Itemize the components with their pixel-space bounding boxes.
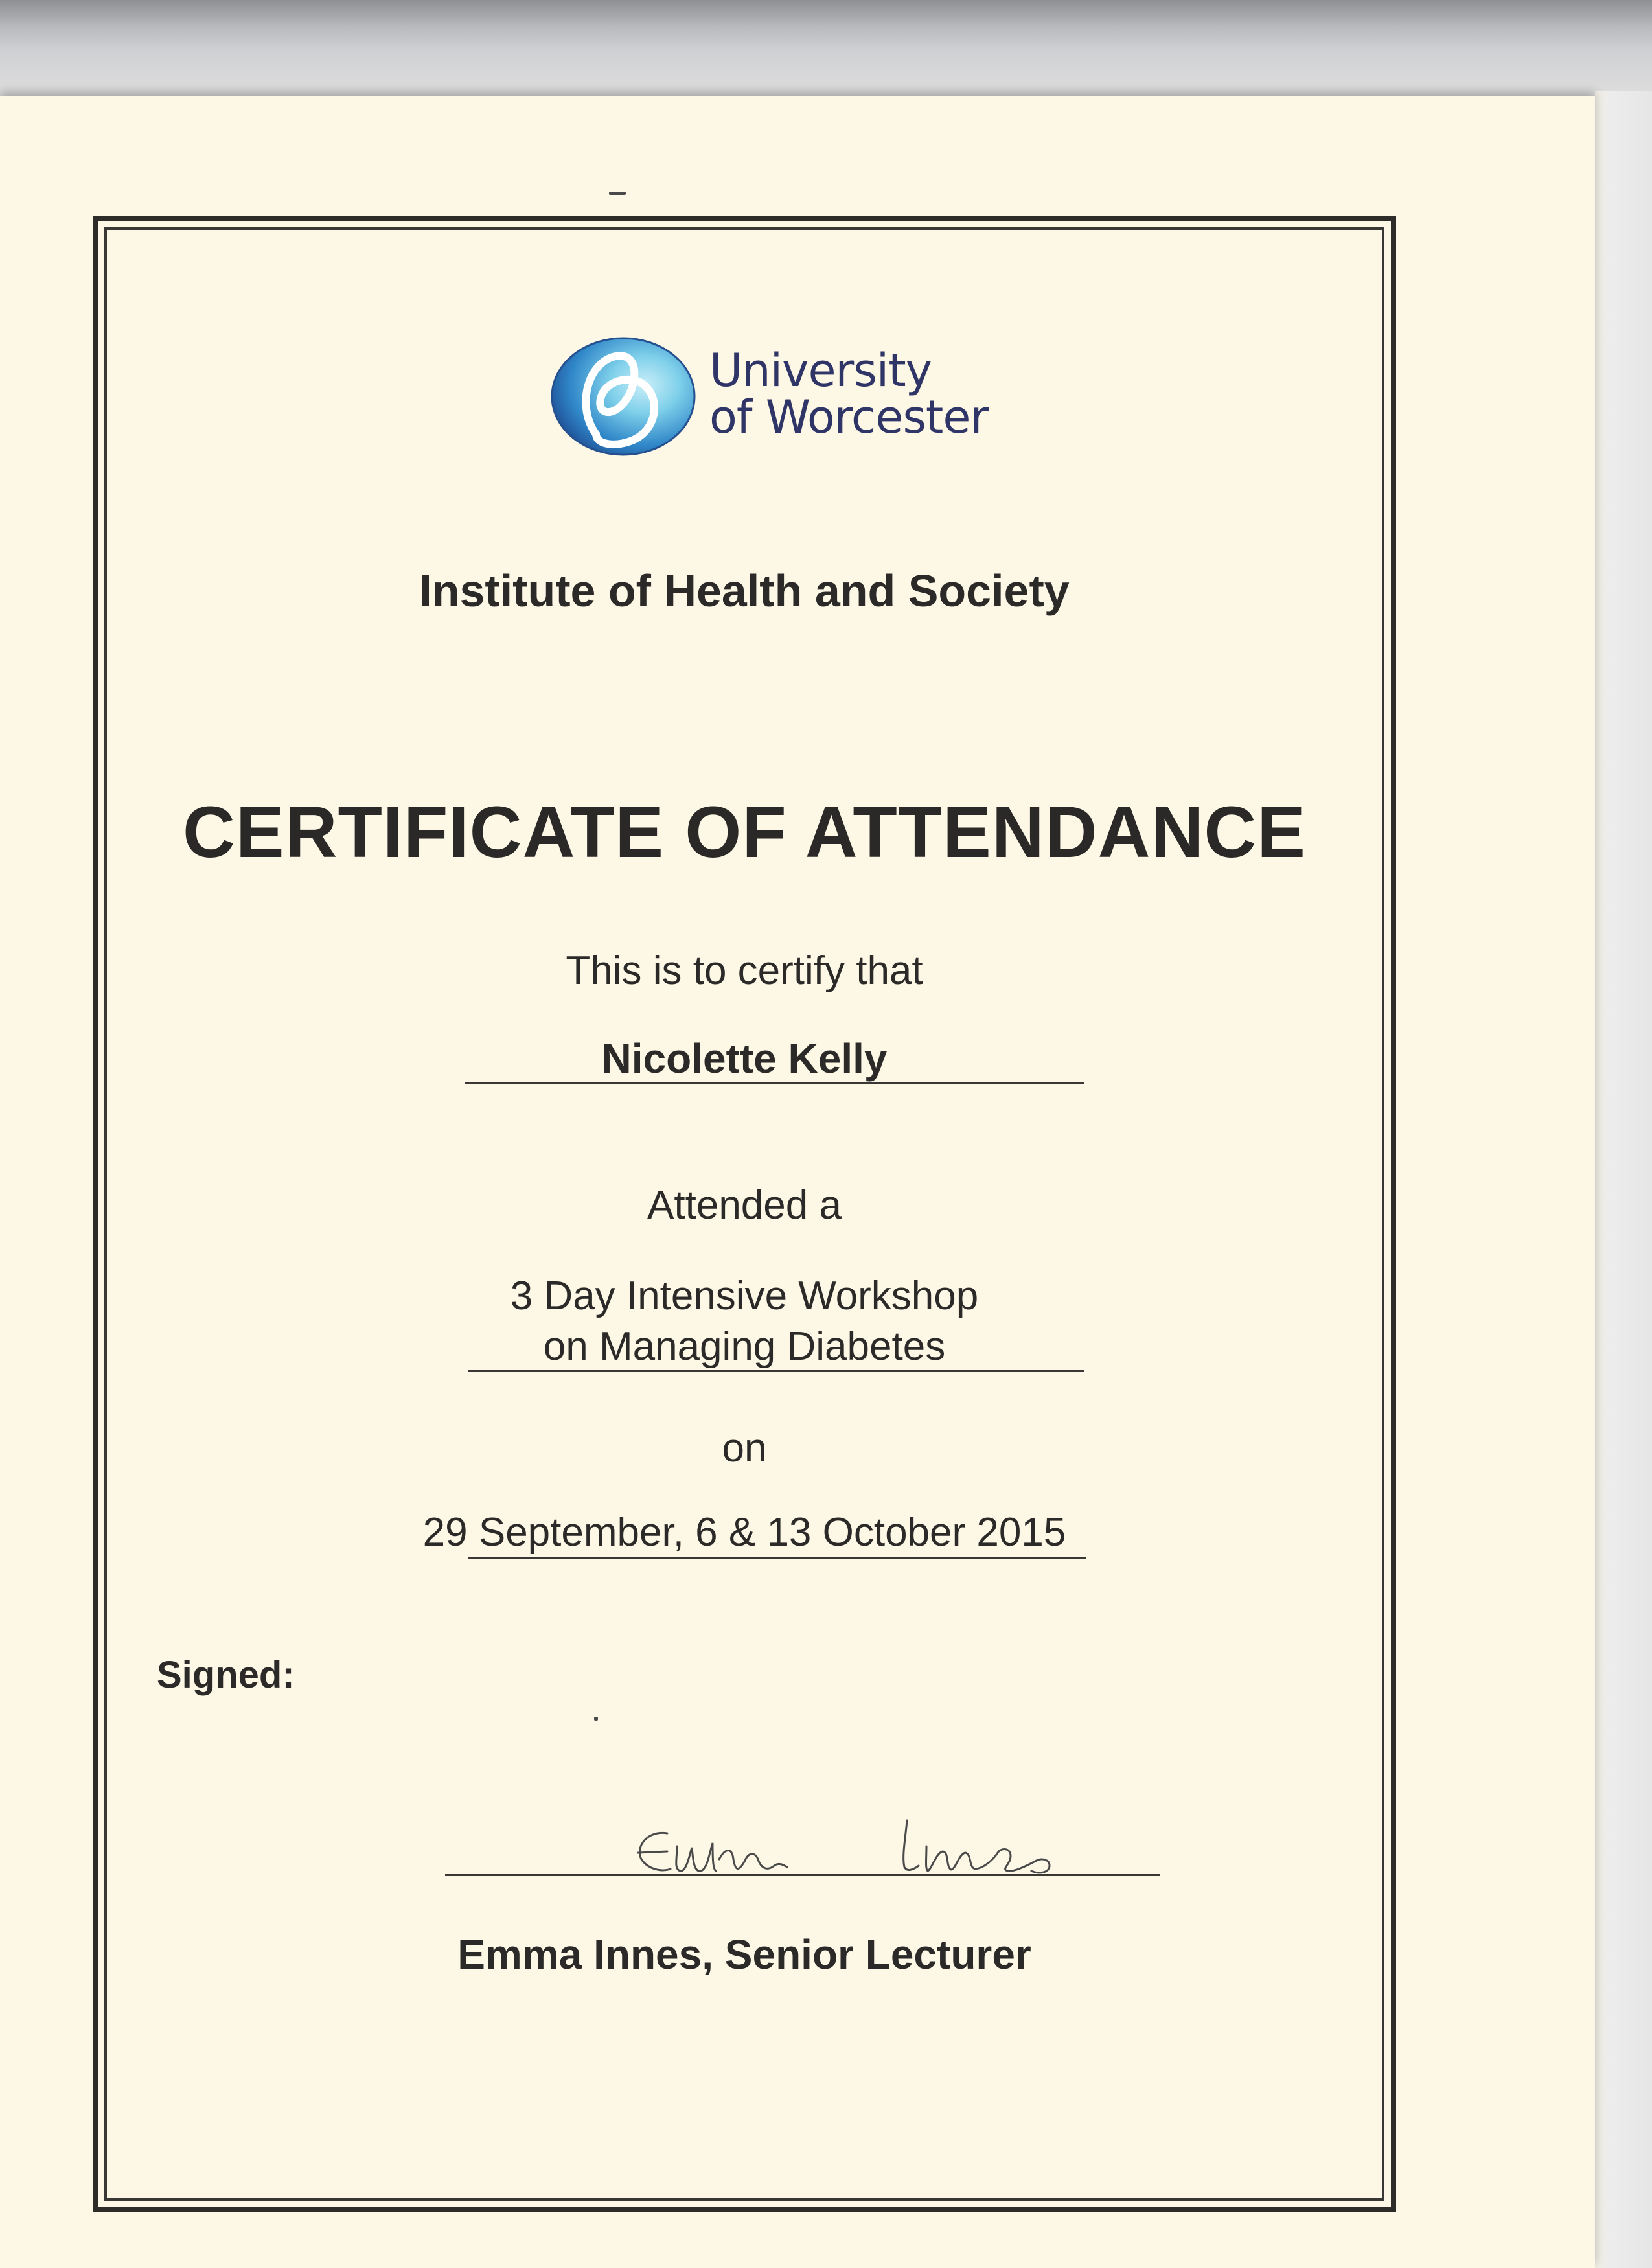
paper-mark xyxy=(609,192,626,195)
attended-text: Attended a xyxy=(647,1183,842,1228)
scanner-background xyxy=(1595,91,1652,2268)
university-name-line2: of Worcester xyxy=(709,391,989,444)
recipient-name: Nicolette Kelly xyxy=(601,1035,888,1082)
institute-name: Institute of Health and Society xyxy=(419,566,1070,616)
dates-underline xyxy=(468,1557,1086,1559)
signature-line xyxy=(445,1874,1160,1876)
signer-name: Emma Innes, Senior Lecturer xyxy=(457,1931,1031,1978)
university-name-line1: University xyxy=(709,344,932,397)
globe-icon xyxy=(552,338,694,455)
course-underline xyxy=(468,1370,1084,1372)
attendance-dates: 29 September, 6 & 13 October 2015 xyxy=(422,1510,1066,1555)
course-title-line1: 3 Day Intensive Workshop xyxy=(510,1274,979,1318)
signed-label: Signed: xyxy=(157,1654,295,1696)
paper-mark xyxy=(594,1717,598,1721)
handwritten-signature xyxy=(622,1807,1095,1892)
certify-text: This is to certify that xyxy=(566,948,923,993)
certificate-title: CERTIFICATE OF ATTENDANCE xyxy=(183,792,1306,873)
course-title-line2: on Managing Diabetes xyxy=(543,1324,946,1369)
course-title xyxy=(104,1271,1384,1372)
on-text: on xyxy=(722,1426,767,1471)
university-name xyxy=(709,344,989,444)
recipient-underline xyxy=(465,1082,1084,1084)
